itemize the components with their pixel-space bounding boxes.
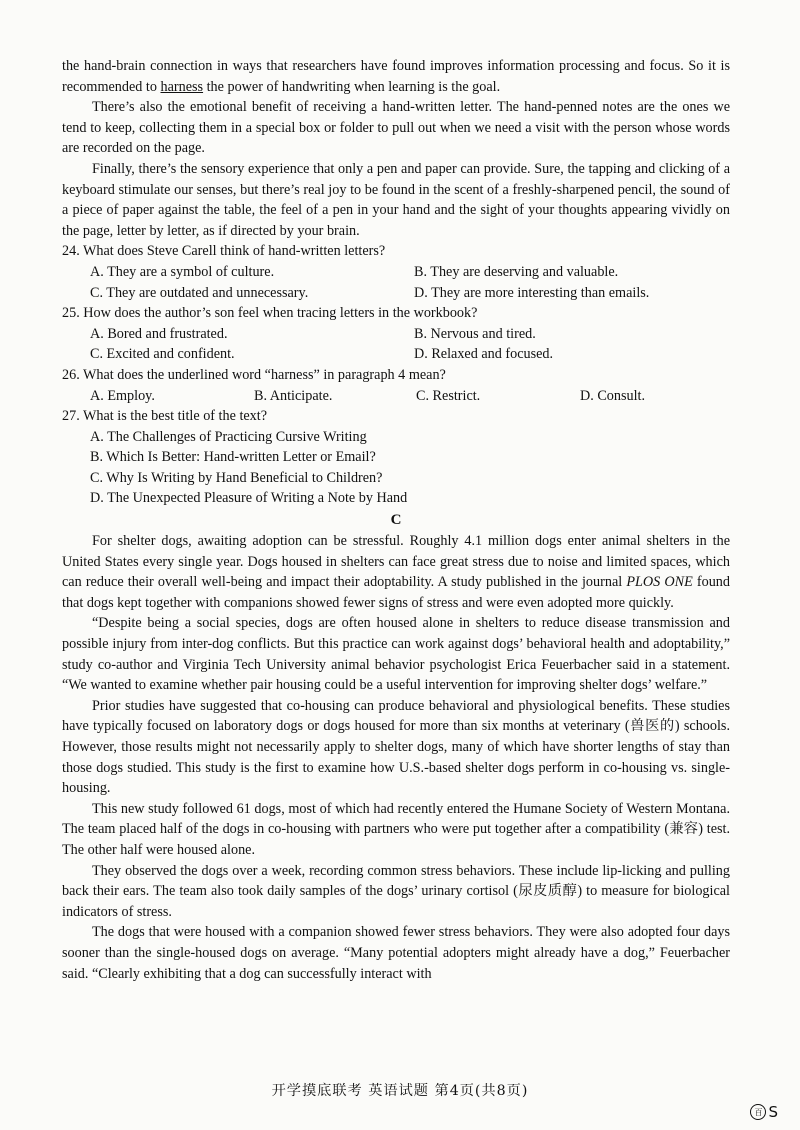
option-d[interactable]: D. The Unexpected Pleasure of Writing a Note by Hand (90, 490, 408, 507)
option-c[interactable]: C. Restrict. (416, 387, 481, 404)
question-stem: 26. What does the underlined word “harness” in paragraph 4 mean? (62, 366, 446, 383)
question-27 (62, 406, 730, 509)
option-a[interactable]: A. Employ. (90, 387, 155, 404)
option-a[interactable]: A. They are a symbol of culture. (90, 263, 275, 280)
corner-letter: S (768, 1103, 778, 1121)
page-footer: 开学摸底联考 英语试题 第4页(共8页) (271, 1083, 529, 1099)
paragraph-c1: For shelter dogs, awaiting adoption can be stressful. Roughly 4.1 million dogs enter animal shelters in the United States every single year. Dogs housed in shelters can face great stress due to noise and limited spaces, which can reduce their overall well-being and impact their adoptability. A study published in the journal PLOS ONE found that dogs kept together with companions showed fewer signs of stress and were even adopted more quickly. (62, 533, 730, 611)
paragraph-c6: The dogs that were housed with a companion showed fewer stress behaviors. They were also adopted four days sooner than the single-housed dogs on average. “Many potential adopters might already have a dog,” Feuerbacher said. “Clearly exhibiting that a dog can successfully interact with (62, 924, 730, 982)
option-d[interactable]: D. Relaxed and focused. (414, 346, 554, 363)
question-stem: 25. How does the author’s son feel when tracing letters in the workbook? (62, 305, 478, 322)
section-heading: C (390, 512, 402, 529)
journal-name: PLOS ONE (626, 574, 693, 591)
underlined-word: harness (160, 78, 204, 95)
paragraph-sensory-experience: Finally, there’s the sensory experience that only a pen and paper can provide. Sure, the tapping and clicking of a keyboard stimulate our senses, but there’s real joy to be found in the scent of a freshly-sharpened pencil, the sound of a piece of paper against the table, the feel of a pen in your hand and the sight of your thoughts appearing vividly on the page, letter by letter, as if directed by your brain. (62, 160, 730, 239)
corner-mark (750, 1103, 778, 1121)
question-26 (62, 365, 730, 406)
option-a[interactable]: A. The Challenges of Practicing Cursive Writing (90, 428, 367, 445)
option-b[interactable]: B. Nervous and tired. (414, 325, 536, 342)
option-c[interactable]: C. Why Is Writing by Hand Beneficial to Children? (90, 469, 383, 486)
option-b[interactable]: B. Which Is Better: Hand-written Letter or Email? (90, 449, 376, 466)
paragraph-b-continued: the hand-brain connection in ways that researchers have found improves information processing and focus. So it is recommended to harness the power of handwriting when learning is the goal. (62, 58, 730, 95)
question-stem: 27. What is the best title of the text? (62, 408, 268, 425)
option-c[interactable]: C. They are outdated and unnecessary. (90, 284, 309, 301)
paragraph-c2: “Despite being a social species, dogs are often housed alone in shelters to reduce disease transmission and possible injury from inter-dog conflicts. But this practice can work against dogs’ behavioral health and adoptability,” study co-author and Virginia Tech University animal behavior psychologist Erica Feuerbacher said in a statement. “We wanted to examine whether pair housing could be a useful intervention for improving shelter dogs’ welfare.” (62, 615, 730, 694)
option-a[interactable]: A. Bored and frustrated. (90, 325, 228, 342)
option-b[interactable]: B. They are deserving and valuable. (414, 263, 619, 280)
question-stem: 24. What does Steve Carell think of hand-written letters? (62, 243, 386, 260)
question-24 (62, 241, 730, 303)
paragraph-emotional-benefit: There’s also the emotional benefit of receiving a hand-written letter. The hand-penned notes are the ones we tend to keep, collecting them in a special box or folder to pull out when we need a visit with the person whose words are recorded on the page. (62, 99, 730, 157)
option-b[interactable]: B. Anticipate. (254, 387, 333, 404)
option-d[interactable]: D. They are more interesting than emails. (414, 284, 650, 301)
exam-page (62, 56, 730, 984)
option-d[interactable]: D. Consult. (580, 387, 646, 404)
option-c[interactable]: C. Excited and confident. (90, 346, 235, 363)
paragraph-c5: They observed the dogs over a week, recording common stress behaviors. These include lip-licking and pulling back their ears. The team also took daily samples of the dogs’ urinary cortisol (尿皮质醇) to measure for biological indicators of stress. (62, 862, 730, 920)
circle-mark-icon: 百 (750, 1104, 766, 1120)
question-25 (62, 303, 730, 365)
paragraph-c4: This new study followed 61 dogs, most of which had recently entered the Humane Society of Western Montana. The team placed half of the dogs in co-housing with partners who were put together after a compatibility (兼容) test. The other half were housed alone. (62, 800, 730, 858)
paragraph-c3: Prior studies have suggested that co-housing can produce behavioral and physiological benefits. These studies have typically focused on laboratory dogs or dogs housed for more than six months at veterinary (兽医的) schools. However, those results might not necessarily apply to shelter dogs, many of which have shorter lengths of stay than those dogs studied. This study is the first to examine how U.S.-based shelter dogs perform in co-housing vs. single-housing. (62, 697, 730, 797)
